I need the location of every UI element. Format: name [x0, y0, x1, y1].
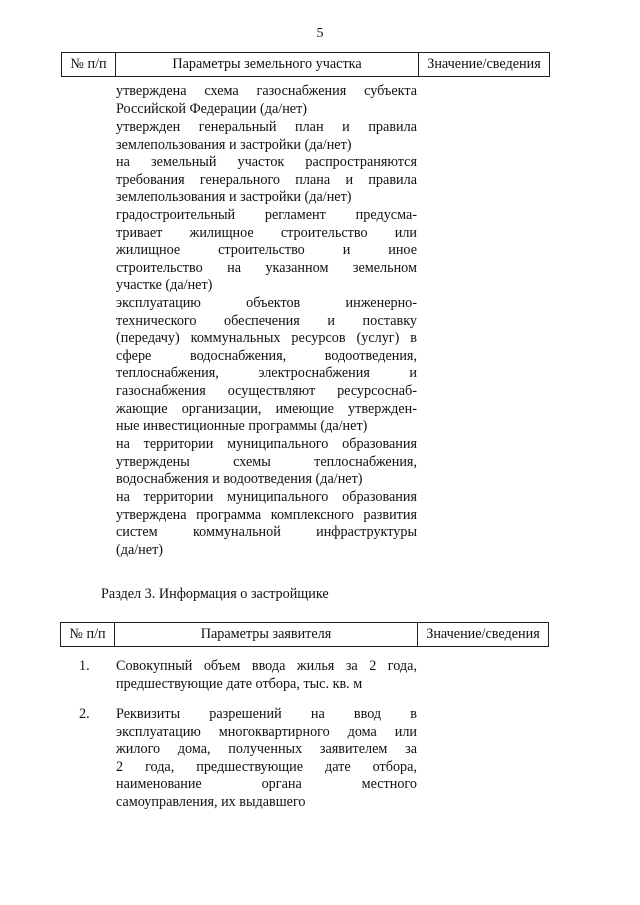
text-line: землепользования и застройки (да/нет) [116, 189, 352, 206]
text-line: Российской Федерации (да/нет) [116, 100, 308, 117]
text-line: технического обеспечения и поставку [116, 312, 417, 329]
text-line: утверждены схемы теплоснабжения, [116, 453, 417, 470]
land-param-urban-regulation [116, 207, 417, 295]
text-line: требования генерального плана и правила [116, 171, 417, 188]
text-line: утверждена схема газоснабжения субъекта [116, 83, 417, 99]
column-header-land-parameters: Параметры земельного участка [116, 53, 419, 77]
text-line: 2 года, предшествующие дате отбора, [116, 758, 417, 775]
text-line: (да/нет) [116, 541, 163, 558]
applicant-param-housing-volume [116, 658, 417, 693]
text-line: жилого дома, полученных заявителем за [116, 741, 417, 758]
text-line: жилищное строительство и иное [116, 242, 417, 259]
text-line: (передачу) коммунальных ресурсов (услуг) в [116, 330, 417, 347]
text-line: Реквизиты разрешений на ввод в [116, 706, 417, 722]
text-line: наименование органа местного [116, 776, 417, 793]
row-number: 2. [79, 706, 90, 722]
row-number: 1. [79, 658, 90, 674]
text-line: жающие организации, имеющие утвержден- [116, 400, 417, 417]
applicant-parameters-table-header [60, 622, 549, 647]
column-header-number: № п/п [61, 623, 115, 647]
text-line: систем коммунальной инфраструктуры [116, 524, 417, 541]
text-line: землепользования и застройки (да/нет) [116, 136, 352, 153]
text-line: водоснабжения и водоотведения (да/нет) [116, 471, 363, 488]
land-param-heat-water-schemes [116, 436, 417, 489]
land-param-utility-organizations [116, 295, 417, 436]
column-header-applicant-parameters: Параметры заявителя [115, 623, 418, 647]
text-line: тривает жилищное строительство или [116, 224, 417, 241]
column-header-value: Значение/сведения [419, 53, 550, 77]
text-line: самоуправления, их выдавшего [116, 793, 306, 810]
column-header-value: Значение/сведения [418, 623, 549, 647]
text-line: Совокупный объем ввода жилья за 2 года, [116, 658, 417, 674]
text-line: сфере водоснабжения, водоотведения, [116, 347, 417, 364]
text-line: на территории муниципального образования [116, 489, 417, 505]
text-line: градостроительный регламент предусма- [116, 207, 417, 223]
text-line: эксплуатацию многоквартирного дома или [116, 723, 417, 740]
text-line: утверждена программа комплексного развития [116, 506, 417, 523]
text-line: участке (да/нет) [116, 277, 213, 294]
text-line: строительство на указанном земельном [116, 259, 417, 276]
text-line: утвержден генеральный план и правила [116, 119, 417, 135]
land-param-infrastructure-program [116, 489, 417, 559]
text-line: предшествующие дате отбора, тыс. кв. м [116, 675, 363, 692]
section-title: Раздел 3. Информация о застройщике [101, 586, 329, 602]
text-line: газоснабжения осуществляют ресурсоснаб- [116, 382, 417, 399]
land-param-general-plan [116, 119, 417, 154]
applicant-param-permits [116, 706, 417, 812]
page-number: 5 [316, 26, 324, 41]
text-line: эксплуатацию объектов инженерно- [116, 295, 417, 311]
text-line: ные инвестиционные программы (да/нет) [116, 418, 368, 435]
text-line: на территории муниципального образования [116, 436, 417, 452]
land-param-gas-scheme [116, 83, 417, 118]
column-header-number: № п/п [62, 53, 116, 77]
text-line: теплоснабжения, электроснабжения и [116, 365, 417, 382]
land-param-plan-requirements [116, 154, 417, 207]
text-line: на земельный участок распространяются [116, 154, 417, 170]
land-parameters-table-header [61, 52, 550, 77]
